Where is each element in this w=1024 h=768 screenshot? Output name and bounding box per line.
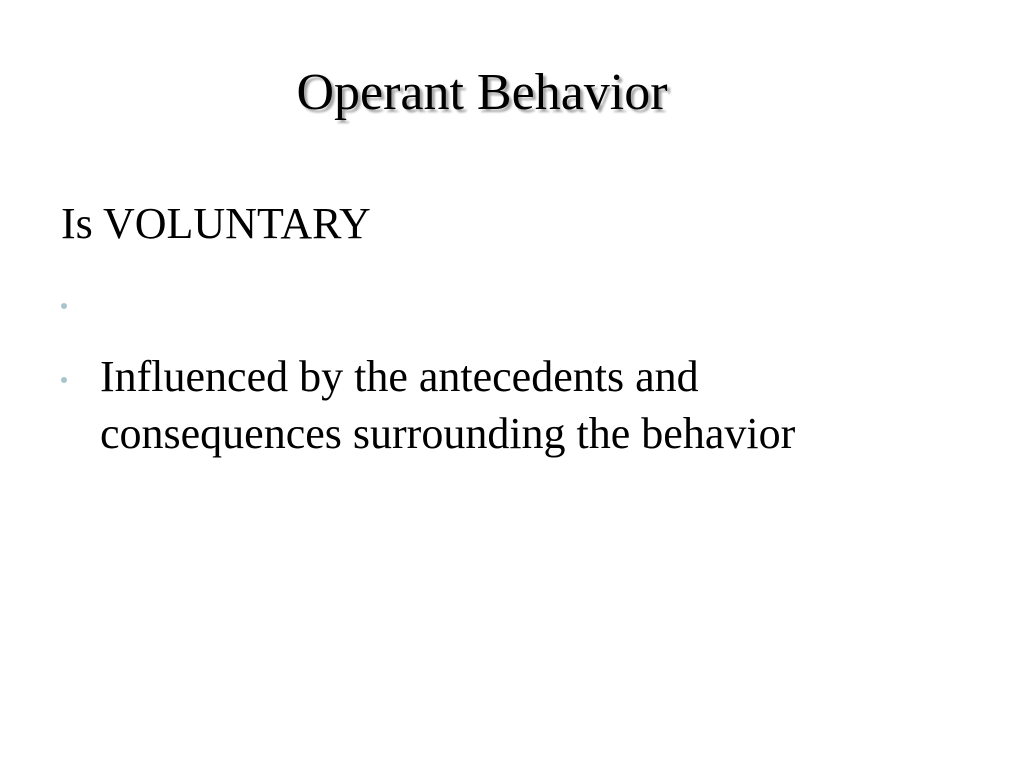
bullet-line-1: Influenced by the antecedents and: [100, 352, 699, 401]
bullet-dot-icon: [61, 377, 67, 383]
bullet-line-2: consequences surrounding the behavior: [100, 408, 796, 458]
bullet-item-influenced: [100, 349, 980, 463]
voluntary-line: Is VOLUNTARY: [61, 199, 371, 248]
slide-title: Operant Behavior: [296, 64, 668, 121]
bullet-dot-icon: [61, 303, 67, 309]
